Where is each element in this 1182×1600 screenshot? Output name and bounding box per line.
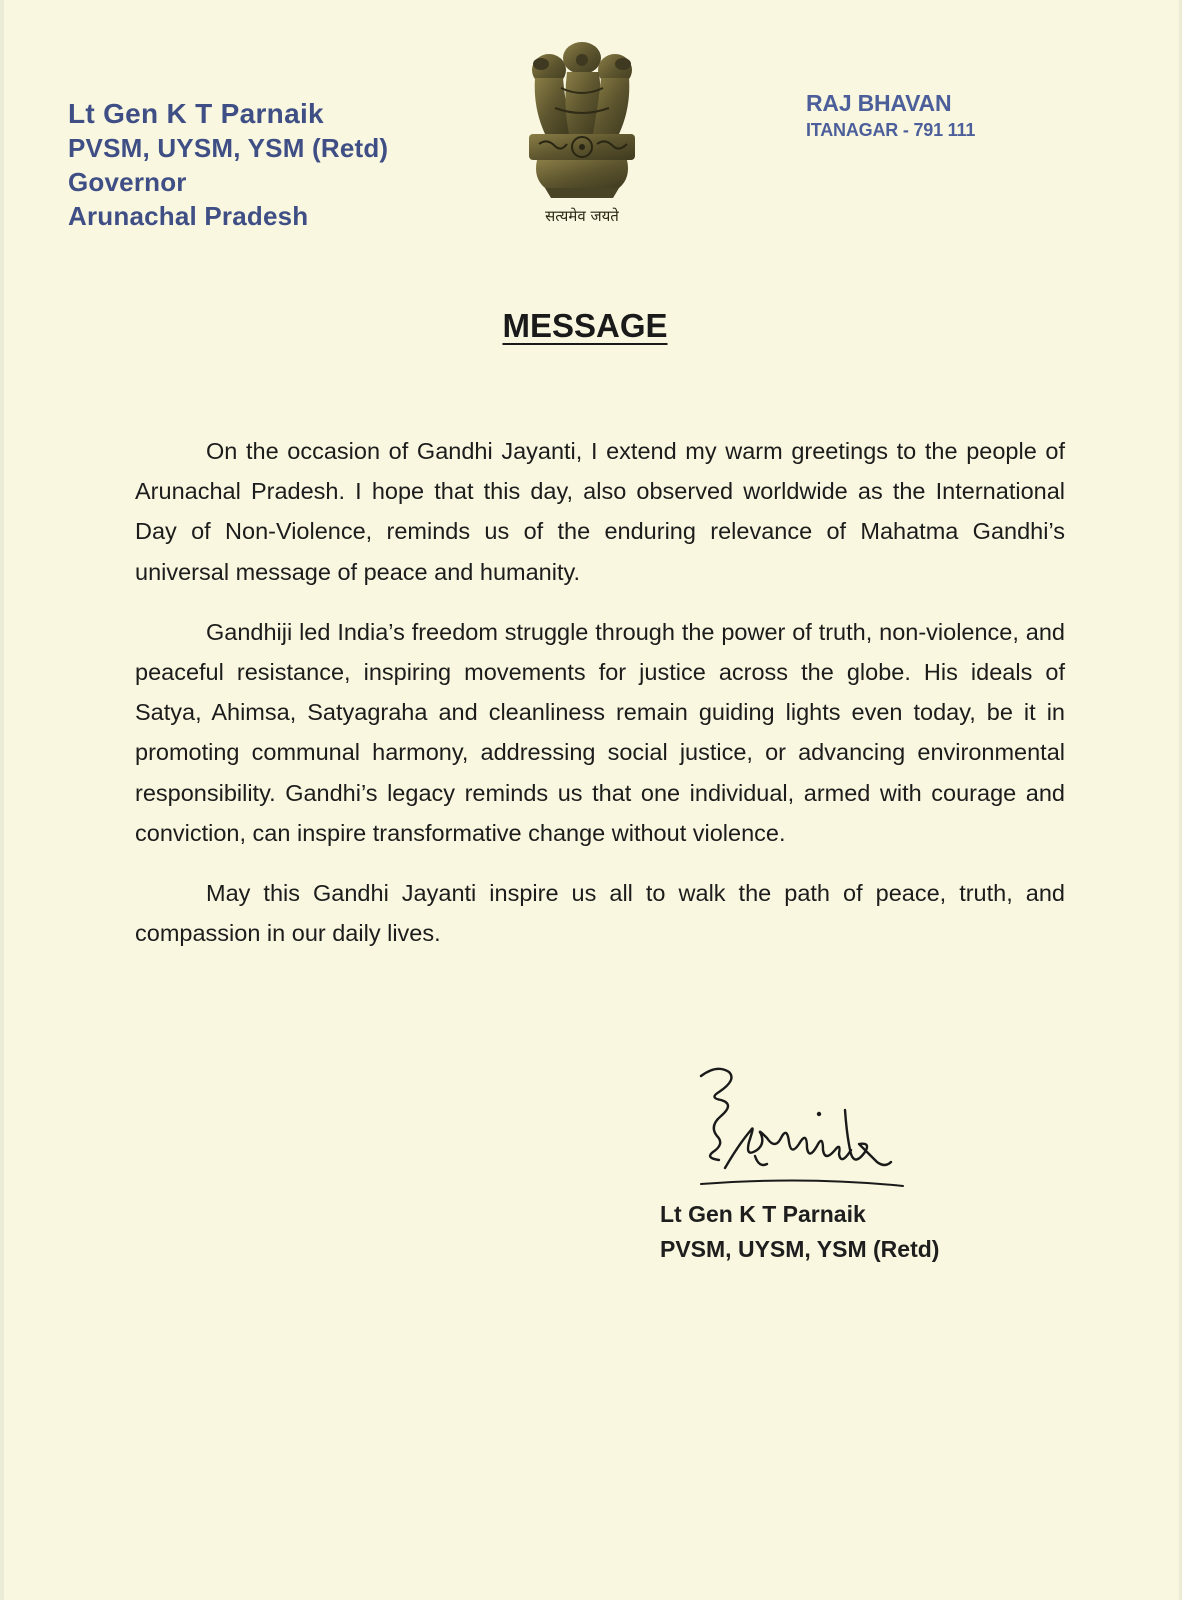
sender-honours: PVSM, UYSM, YSM (Retd)	[68, 133, 389, 163]
message-body	[135, 431, 1065, 973]
letterhead-sender	[68, 97, 388, 233]
handwritten-signature	[695, 1058, 910, 1196]
emblem-motto: सत्यमेव जयते	[545, 207, 619, 225]
signatory-name: Lt Gen K T Parnaik	[660, 1201, 866, 1227]
state-emblem-icon	[515, 38, 650, 233]
sender-name: Lt Gen K T Parnaik	[68, 98, 324, 129]
message-title	[0, 307, 1170, 345]
message-paragraph: May this Gandhi Jayanti inspire us all to walk the path of peace, truth, and compassion in our daily lives.	[135, 880, 1065, 947]
office-name: RAJ BHAVAN	[806, 90, 952, 116]
message-paragraph: On the occasion of Gandhi Jayanti, I extend my warm greetings to the people of Arunachal Pradesh. I hope that this day, also observed worldwide as the International Day of Non-Violence, reminds us of the enduring relevance of Mahatma Gandhi’s universal message of peace and humanity.	[135, 438, 1065, 585]
message-title-text: MESSAGE	[502, 307, 668, 344]
message-paragraph: Gandhiji led India’s freedom struggle through the power of truth, non-violence, and peaceful resistance, inspiring movements for justice across the globe. His ideals of Satya, Ahimsa, Satyagraha and cleanliness remain guiding lights even today, be it in promoting communal harmony, addressing social justice, or advancing environmental responsibility. Gandhi’s legacy reminds us that one individual, armed with courage and conviction, can inspire transformative change without violence.	[135, 618, 1065, 846]
signatory-block	[660, 1197, 939, 1267]
sender-designation: Governor	[68, 167, 187, 197]
letterhead-office	[806, 89, 975, 143]
signatory-honours: PVSM, UYSM, YSM (Retd)	[660, 1236, 940, 1262]
sender-state: Arunachal Pradesh	[68, 201, 309, 231]
office-address: ITANAGAR - 791 111	[806, 120, 976, 140]
